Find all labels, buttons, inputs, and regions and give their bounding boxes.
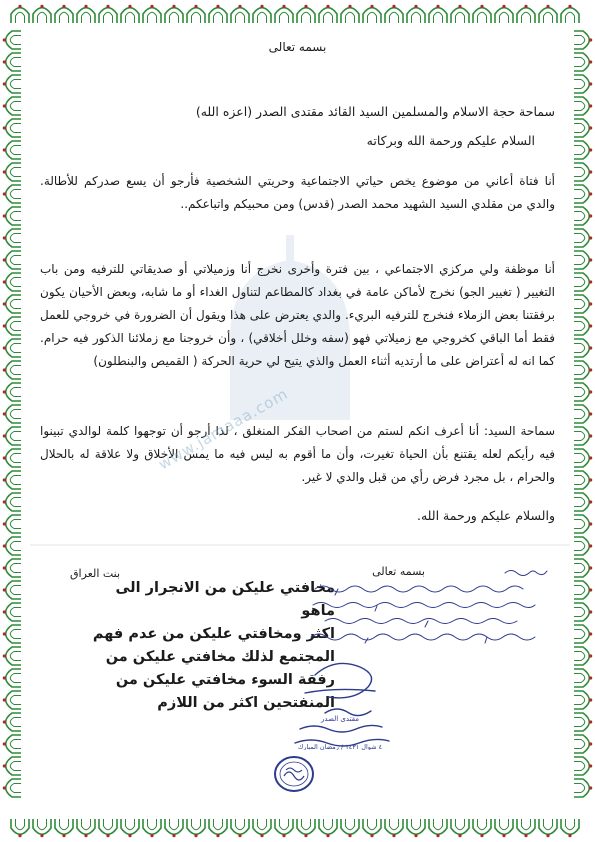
border-motif bbox=[121, 819, 139, 837]
border-motif bbox=[3, 757, 21, 775]
website-watermark: www.jamaaa.com bbox=[155, 384, 292, 474]
ruling-line: المنفتحين اكثر من اللازم bbox=[157, 695, 335, 711]
border-motif bbox=[574, 581, 592, 599]
border-motif bbox=[574, 53, 592, 71]
border-motif bbox=[574, 207, 592, 225]
border-motif bbox=[3, 735, 21, 753]
basmala-header: بسمه تعالى bbox=[268, 40, 327, 54]
border-motif bbox=[297, 819, 315, 837]
border-motif bbox=[473, 5, 491, 23]
border-motif bbox=[3, 339, 21, 357]
border-motif bbox=[297, 5, 315, 23]
border-motif bbox=[574, 339, 592, 357]
border-motif bbox=[561, 819, 579, 837]
border-motif bbox=[3, 97, 21, 115]
border-motif bbox=[429, 5, 447, 23]
border-motif bbox=[574, 515, 592, 533]
ruling-line: المجتمع لذلك مخافتي عليكن من bbox=[105, 649, 335, 665]
signature-date: ٤ شوال ١٤٣١ / رمضان المبارك bbox=[297, 743, 383, 750]
border-motif bbox=[574, 471, 592, 489]
border-motif bbox=[3, 361, 21, 379]
border-motif bbox=[33, 5, 51, 23]
letter-paragraph-2: أنا موظفة ولي مركزي الاجتماعي ، بين فترة وأخرى نخرج أنا وزميلاتي أو صديقاتي للترفيه ومن باب التغيير ( تغيير الجو) نخرج لأماكن عامة في بغداد كالمطاعم لتناول الغداء أو ما شابه، وبعض الأحيان يكون برفقتنا بعض الزملاء فنخرج للترفيه البريء. والدي يعترض على هذا ويقول أن الضرورة في خروجي للعمل فقط أما الباقي كخروجي مع زميلاتي فهو (سفه وخلل أخلاقي) ، وأن خروجنا مع زملائنا الذكور فيه حرام. كما انه له أعتراض على ما أرتديه أثناء العمل والذي يتيح لي حرية الحركة ( القميص والبنطلون) bbox=[40, 262, 555, 368]
border-motif bbox=[143, 5, 161, 23]
border-motif bbox=[165, 819, 183, 837]
letter-greeting: السلام عليكم ورحمة الله وبركاته bbox=[366, 133, 535, 148]
border-motif bbox=[253, 819, 271, 837]
border-motif bbox=[574, 185, 592, 203]
border-motif bbox=[574, 713, 592, 731]
border-motif bbox=[3, 515, 21, 533]
border-motif bbox=[209, 5, 227, 23]
border-motif bbox=[77, 5, 95, 23]
border-motif bbox=[574, 559, 592, 577]
border-motif bbox=[3, 537, 21, 555]
border-motif bbox=[3, 251, 21, 269]
border-motif bbox=[574, 119, 592, 137]
border-motif bbox=[55, 819, 73, 837]
border-motif bbox=[3, 163, 21, 181]
border-motif bbox=[341, 5, 359, 23]
border-motif bbox=[574, 449, 592, 467]
border-motif bbox=[473, 819, 491, 837]
border-motif bbox=[3, 449, 21, 467]
border-motif bbox=[77, 819, 95, 837]
border-motif bbox=[319, 5, 337, 23]
border-motif bbox=[3, 603, 21, 621]
border-motif bbox=[187, 5, 205, 23]
border-motif bbox=[539, 5, 557, 23]
border-motif bbox=[3, 779, 21, 797]
official-seal bbox=[272, 752, 316, 796]
border-motif bbox=[574, 317, 592, 335]
border-motif bbox=[574, 735, 592, 753]
border-motif bbox=[3, 669, 21, 687]
border-motif bbox=[165, 5, 183, 23]
border-motif bbox=[3, 53, 21, 71]
border-motif bbox=[574, 625, 592, 643]
border-motif bbox=[11, 819, 29, 837]
border-motif bbox=[99, 5, 117, 23]
ruling-line: رفقة السوء مخافتي عليكن من bbox=[115, 672, 335, 688]
border-motif bbox=[574, 603, 592, 621]
border-motif bbox=[143, 819, 161, 837]
border-motif bbox=[3, 691, 21, 709]
border-motif bbox=[574, 295, 592, 313]
border-motif bbox=[517, 5, 535, 23]
border-motif bbox=[275, 819, 293, 837]
sender-name: بنت العراق bbox=[70, 567, 121, 580]
ruling-line: مخافتي عليكن من الانجرار الى ماهو bbox=[115, 580, 335, 619]
border-motif bbox=[539, 819, 557, 837]
border-motif bbox=[231, 819, 249, 837]
border-motif bbox=[363, 5, 381, 23]
border-motif bbox=[574, 251, 592, 269]
border-motif bbox=[574, 537, 592, 555]
border-motif bbox=[574, 757, 592, 775]
border-motif bbox=[574, 141, 592, 159]
border-motif bbox=[3, 427, 21, 445]
border-motif bbox=[574, 273, 592, 291]
border-motif bbox=[574, 647, 592, 665]
border-motif bbox=[11, 5, 29, 23]
border-motif bbox=[495, 819, 513, 837]
border-motif bbox=[3, 713, 21, 731]
border-motif bbox=[3, 581, 21, 599]
border-motif bbox=[3, 273, 21, 291]
border-motif bbox=[3, 75, 21, 93]
handwritten-reply bbox=[305, 565, 565, 660]
border-motif bbox=[3, 383, 21, 401]
border-motif bbox=[209, 819, 227, 837]
border-motif bbox=[574, 97, 592, 115]
letter-paragraph-1: أنا فتاة أعاني من موضوع يخص حياتي الاجتماعية وحريتي الشخصية فأرجو أن يسع صدركم للأطالة. والدي من مقلدي السيد الشهيد محمد الصدر (قدس) ومن محبيكم واتباعكم.. bbox=[40, 174, 555, 211]
border-motif bbox=[275, 5, 293, 23]
border-motif bbox=[517, 819, 535, 837]
border-motif bbox=[407, 819, 425, 837]
border-motif bbox=[55, 5, 73, 23]
ruling-divider bbox=[30, 543, 570, 547]
border-motif bbox=[3, 207, 21, 225]
border-motif bbox=[574, 779, 592, 797]
letter-closing: والسلام عليكم ورحمة الله. bbox=[416, 508, 555, 523]
border-motif bbox=[574, 361, 592, 379]
border-motif bbox=[363, 819, 381, 837]
border-motif bbox=[341, 819, 359, 837]
letter-addressee: سماحة حجة الاسلام والمسلمين السيد القائد مقتدى الصدر (اعزه الله) bbox=[195, 104, 555, 119]
border-motif bbox=[574, 405, 592, 423]
letter-paragraph-3: سماحة السيد: أنا أعرف انكم لستم من اصحاب الفكر المنغلق ، لذا أرجو أن توجهوا كلمة لوالدي تبينوا فيه رأيكم لعله يقتنع بأن الحياة تغيرت، وأن ما أقوم به ليس فيه ما يمس الأخلاق ولا علاقة له بالحلال والحرام ، بل مجرد فرض رأي من قبل والدي لا غير. bbox=[40, 424, 555, 484]
border-motif bbox=[3, 185, 21, 203]
border-motif bbox=[3, 493, 21, 511]
border-motif bbox=[385, 5, 403, 23]
handwritten-signature bbox=[285, 655, 395, 750]
border-motif bbox=[495, 5, 513, 23]
border-motif bbox=[407, 5, 425, 23]
border-motif bbox=[3, 317, 21, 335]
border-motif bbox=[253, 5, 271, 23]
border-motif bbox=[574, 493, 592, 511]
border-motif bbox=[429, 819, 447, 837]
border-motif bbox=[574, 229, 592, 247]
border-motif bbox=[3, 559, 21, 577]
ruling-line: اكثر ومخافتي عليكن من عدم فهم bbox=[92, 626, 335, 642]
border-motif bbox=[3, 295, 21, 313]
border-motif bbox=[574, 427, 592, 445]
border-motif bbox=[574, 163, 592, 181]
border-motif bbox=[3, 405, 21, 423]
border-motif bbox=[385, 819, 403, 837]
border-motif bbox=[231, 5, 249, 23]
border-motif bbox=[187, 819, 205, 837]
border-motif bbox=[451, 5, 469, 23]
border-motif bbox=[574, 691, 592, 709]
border-motif bbox=[574, 383, 592, 401]
border-motif bbox=[3, 625, 21, 643]
ruling-title: بسمه تعالى bbox=[372, 565, 425, 578]
border-motif bbox=[121, 5, 139, 23]
border-motif bbox=[3, 229, 21, 247]
border-motif bbox=[574, 75, 592, 93]
border-motif bbox=[3, 471, 21, 489]
border-motif bbox=[451, 819, 469, 837]
border-motif bbox=[3, 141, 21, 159]
border-motif bbox=[574, 669, 592, 687]
border-motif bbox=[319, 819, 337, 837]
border-motif bbox=[99, 819, 117, 837]
border-motif bbox=[3, 647, 21, 665]
signature-name: مقتدى الصدر bbox=[321, 715, 359, 723]
border-motif bbox=[33, 819, 51, 837]
border-motif bbox=[561, 5, 579, 23]
border-motif bbox=[3, 119, 21, 137]
